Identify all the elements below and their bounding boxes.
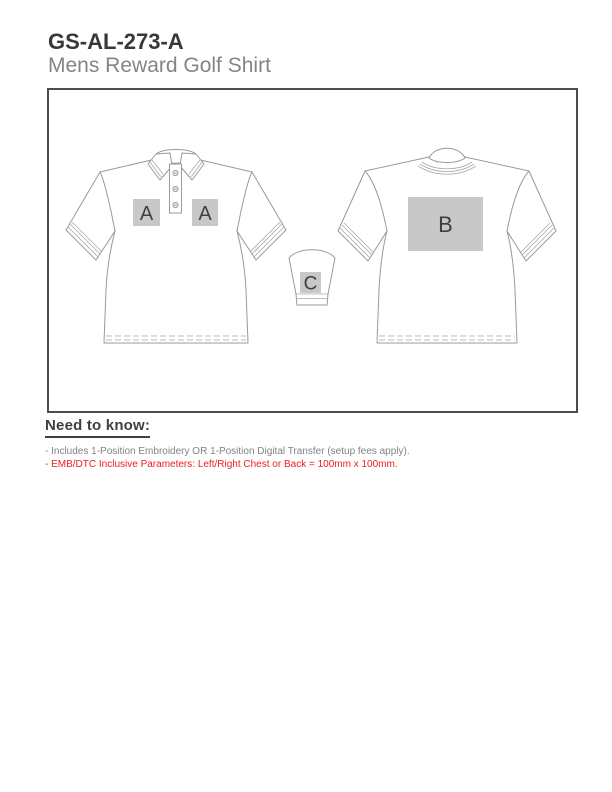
placement-diagram-box xyxy=(47,88,578,413)
note-line-parameters: - EMB/DTC Inclusive Parameters: Left/Right Chest or Back = 100mm x 100mm. xyxy=(45,459,398,470)
placement-left-chest-letter: A xyxy=(198,203,212,225)
notes-list xyxy=(45,445,410,471)
placement-back-letter: B xyxy=(438,212,453,237)
front-shirt-drawing xyxy=(60,140,292,352)
notes-section xyxy=(45,417,410,471)
note-line-inclusions: - Includes 1-Position Embroidery OR 1-Position Digital Transfer (setup fees apply). xyxy=(45,446,410,457)
product-name: Mens Reward Golf Shirt xyxy=(48,54,271,77)
back-shirt-drawing xyxy=(335,140,560,352)
placement-sleeve-letter: C xyxy=(303,273,318,295)
header xyxy=(48,30,271,78)
placement-right-chest-letter: A xyxy=(139,203,154,225)
sleeve-drawing xyxy=(284,245,340,311)
notes-heading: Need to know: xyxy=(45,417,150,438)
product-code: GS-AL-273-A xyxy=(48,29,184,54)
